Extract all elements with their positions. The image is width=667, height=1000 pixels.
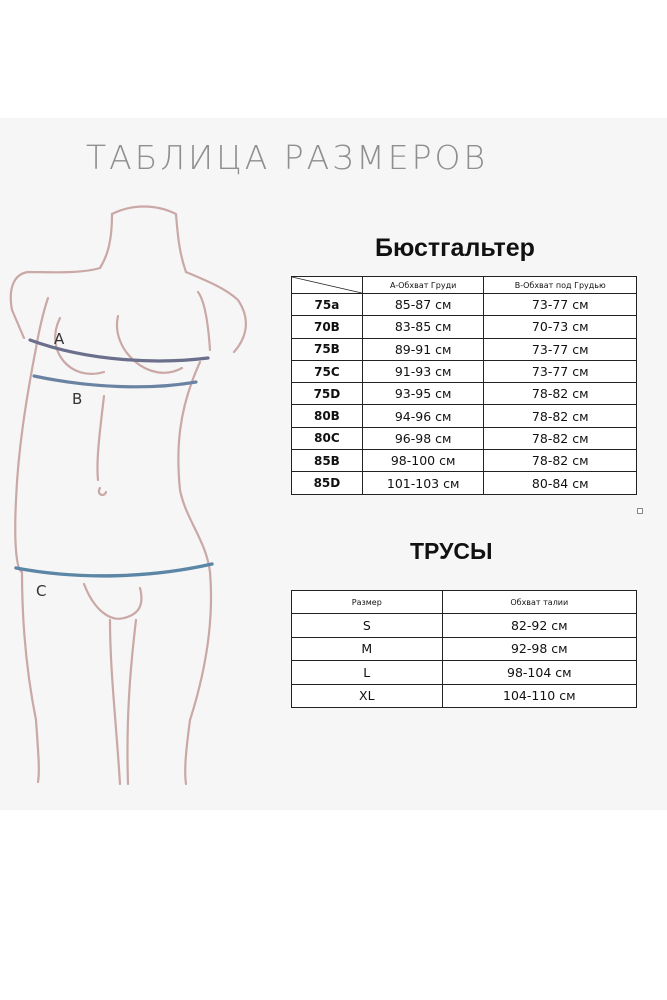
- bra-bust: 94-96 см: [362, 405, 484, 427]
- table-row: [292, 405, 637, 427]
- panties-waist: 104-110 см: [442, 684, 636, 708]
- bra-size-table: [291, 276, 637, 495]
- label-a: A: [54, 330, 65, 348]
- bra-size: 75C: [292, 360, 363, 382]
- bra-bust: 96-98 см: [362, 427, 484, 449]
- bra-underbust: 78-82 см: [484, 427, 637, 449]
- bra-bust: 91-93 см: [362, 360, 484, 382]
- label-b: B: [72, 390, 83, 408]
- bra-underbust: 80-84 см: [484, 472, 637, 494]
- bra-underbust: 78-82 см: [484, 405, 637, 427]
- bra-size: 85B: [292, 450, 363, 472]
- measure-line-c: [16, 564, 212, 576]
- bra-bust: 93-95 см: [362, 383, 484, 405]
- panties-size: XL: [292, 684, 443, 708]
- panties-size: L: [292, 661, 443, 685]
- panties-waist: 92-98 см: [442, 637, 636, 661]
- panties-waist: 82-92 см: [442, 614, 636, 638]
- panties-header-size: Размер: [292, 591, 443, 614]
- bra-bust: 83-85 см: [362, 316, 484, 338]
- panties-size-table: [291, 590, 637, 708]
- bra-underbust: 78-82 см: [484, 450, 637, 472]
- bra-underbust: 73-77 см: [484, 294, 637, 316]
- table-row: [292, 360, 637, 382]
- label-c: C: [36, 582, 47, 600]
- bra-size: 75a: [292, 294, 363, 316]
- mannequin-figure: [0, 200, 260, 800]
- table-row: [292, 294, 637, 316]
- bra-size: 80B: [292, 405, 363, 427]
- bra-size: 75B: [292, 338, 363, 360]
- mannequin-outline: [11, 207, 246, 785]
- bra-bust: 98-100 см: [362, 450, 484, 472]
- table-row: [292, 472, 637, 494]
- panties-header-row: [292, 591, 637, 614]
- panties-size: S: [292, 614, 443, 638]
- bra-size: 80C: [292, 427, 363, 449]
- table-row: [292, 383, 637, 405]
- table-row: [292, 614, 637, 638]
- bra-header-bust: A-Обхват Груди: [362, 277, 484, 294]
- page-title: ТАБЛИЦА РАЗМЕРОВ: [86, 138, 489, 177]
- bra-underbust: 70-73 см: [484, 316, 637, 338]
- table-row: [292, 338, 637, 360]
- measure-line-b: [34, 376, 196, 387]
- bra-size: 70B: [292, 316, 363, 338]
- bra-size: 85D: [292, 472, 363, 494]
- panties-waist: 98-104 см: [442, 661, 636, 685]
- bra-bust: 85-87 см: [362, 294, 484, 316]
- table-row: [292, 427, 637, 449]
- bra-section-title: Бюстгальтер: [375, 234, 535, 262]
- bra-header-row: [292, 277, 637, 294]
- bra-bust: 89-91 см: [362, 338, 484, 360]
- table-row: [292, 450, 637, 472]
- table-resize-handle: [637, 508, 643, 514]
- table-row: [292, 316, 637, 338]
- table-row: [292, 637, 637, 661]
- bra-underbust: 73-77 см: [484, 338, 637, 360]
- bra-underbust: 73-77 см: [484, 360, 637, 382]
- bra-underbust: 78-82 см: [484, 383, 637, 405]
- panties-section-title: ТРУСЫ: [410, 538, 493, 564]
- table-row: [292, 661, 637, 685]
- panties-size: M: [292, 637, 443, 661]
- bra-size: 75D: [292, 383, 363, 405]
- panties-header-waist: Обхват талии: [442, 591, 636, 614]
- bra-bust: 101-103 см: [362, 472, 484, 494]
- table-row: [292, 684, 637, 708]
- bra-header-corner: [292, 277, 363, 294]
- bra-header-underbust: B-Обхват под Грудью: [484, 277, 637, 294]
